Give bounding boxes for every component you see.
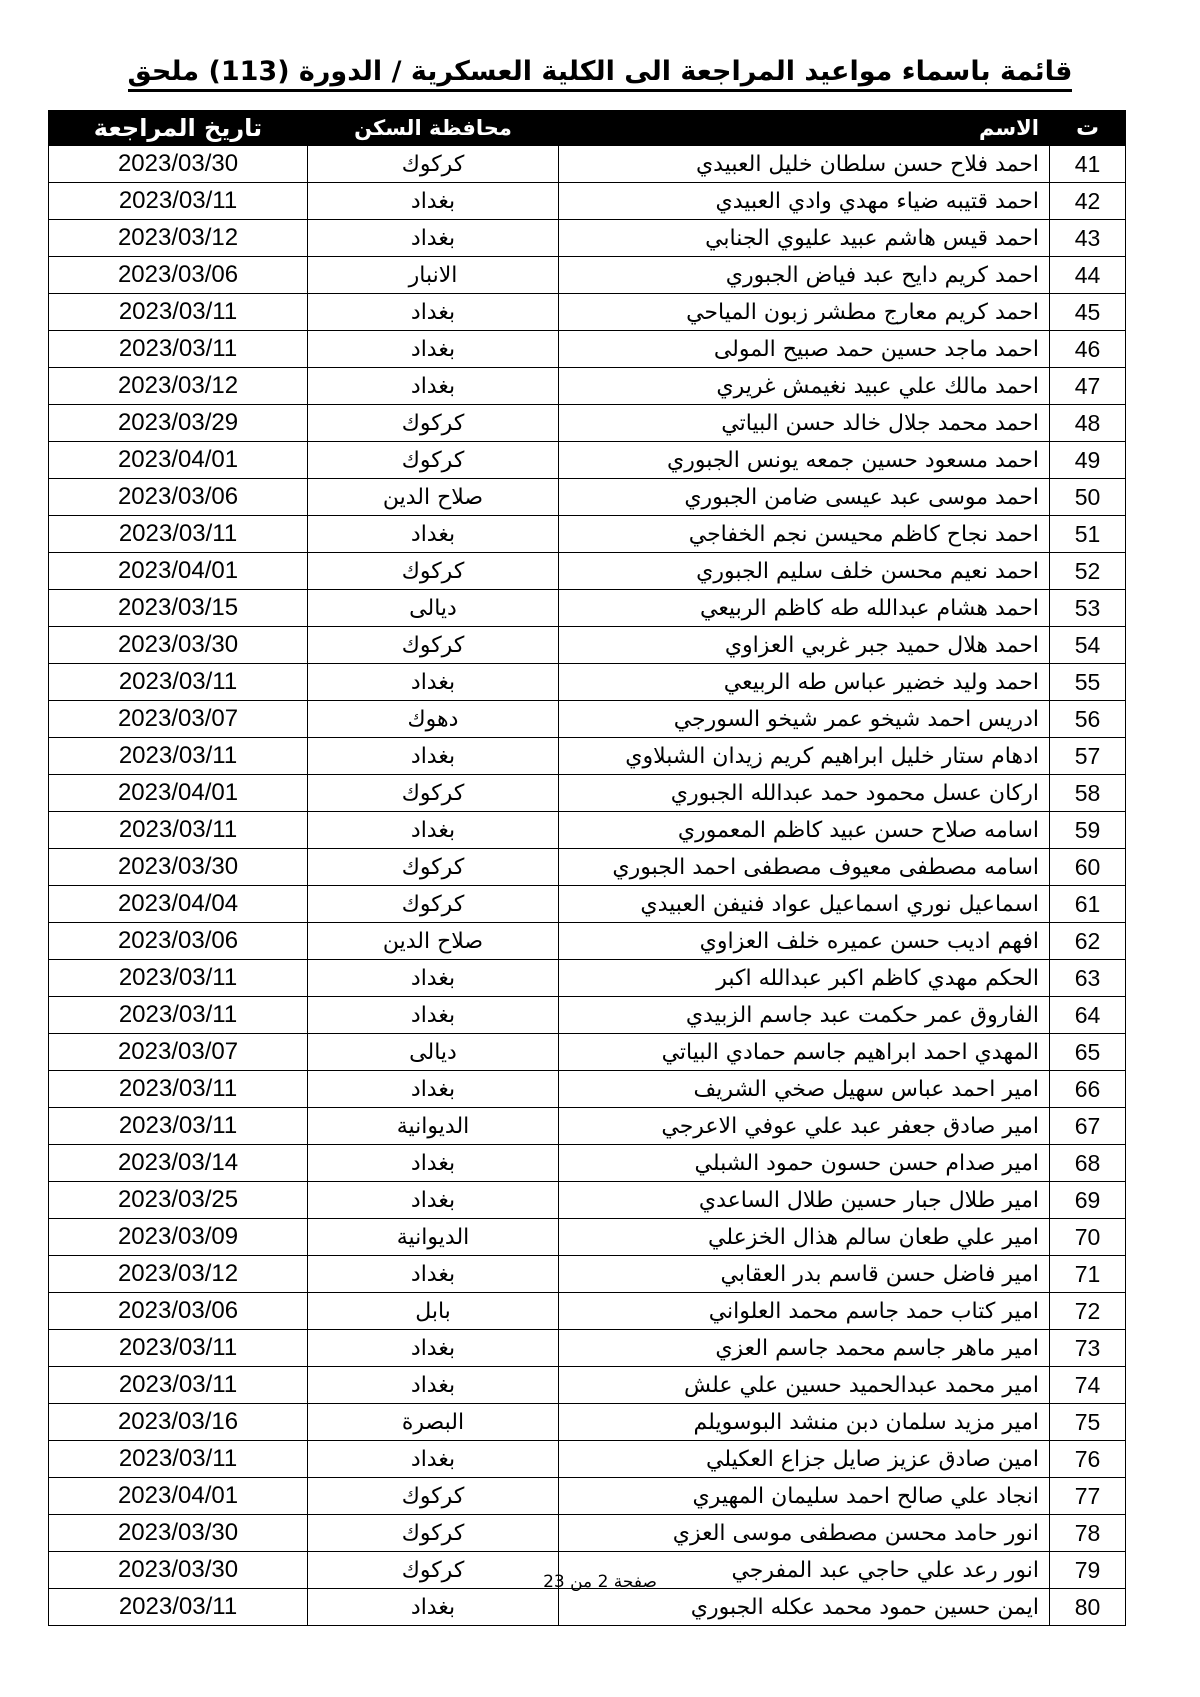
cell-date: 2023/03/30 [49, 627, 308, 664]
table-row [49, 1515, 1126, 1552]
cell-num: 67 [1050, 1108, 1126, 1145]
cell-governorate: بغداد [308, 1145, 559, 1182]
table-row [49, 146, 1126, 183]
table-row [49, 849, 1126, 886]
cell-name: اسامه صلاح حسن عبيد كاظم المعموري [559, 812, 1050, 849]
cell-governorate: بغداد [308, 664, 559, 701]
cell-num: 74 [1050, 1367, 1126, 1404]
cell-name: احمد كريم دايح عبد فياض الجبوري [559, 257, 1050, 294]
table-row [49, 1034, 1126, 1071]
cell-num: 42 [1050, 183, 1126, 220]
cell-name: احمد نجاح كاظم محيسن نجم الخفاجي [559, 516, 1050, 553]
header-name: الاسم [559, 111, 1050, 146]
header-date: تاريخ المراجعة [49, 111, 308, 146]
cell-num: 50 [1050, 479, 1126, 516]
cell-date: 2023/03/11 [49, 997, 308, 1034]
cell-governorate: الانبار [308, 257, 559, 294]
cell-num: 43 [1050, 220, 1126, 257]
table-row [49, 1478, 1126, 1515]
cell-num: 48 [1050, 405, 1126, 442]
cell-date: 2023/03/11 [49, 294, 308, 331]
cell-num: 76 [1050, 1441, 1126, 1478]
cell-name: امير كتاب حمد جاسم محمد العلواني [559, 1293, 1050, 1330]
cell-num: 72 [1050, 1293, 1126, 1330]
cell-num: 53 [1050, 590, 1126, 627]
cell-name: احمد موسى عبد عيسى ضامن الجبوري [559, 479, 1050, 516]
cell-num: 80 [1050, 1589, 1126, 1626]
cell-governorate: كركوك [308, 146, 559, 183]
cell-date: 2023/03/06 [49, 1293, 308, 1330]
cell-name: احمد فلاح حسن سلطان خليل العبيدي [559, 146, 1050, 183]
cell-date: 2023/04/01 [49, 775, 308, 812]
cell-date: 2023/03/14 [49, 1145, 308, 1182]
table-row [49, 1293, 1126, 1330]
cell-num: 60 [1050, 849, 1126, 886]
cell-governorate: بغداد [308, 1330, 559, 1367]
cell-name: انجاد علي صالح احمد سليمان المهيري [559, 1478, 1050, 1515]
cell-name: احمد ماجد حسين حمد صبيح المولى [559, 331, 1050, 368]
cell-governorate: بغداد [308, 183, 559, 220]
cell-governorate: بغداد [308, 1589, 559, 1626]
cell-name: احمد مالك علي عبيد نغيمش غريري [559, 368, 1050, 405]
cell-num: 57 [1050, 738, 1126, 775]
cell-date: 2023/03/11 [49, 331, 308, 368]
cell-governorate: دهوك [308, 701, 559, 738]
cell-name: افهم اديب حسن عميره خلف العزاوي [559, 923, 1050, 960]
table-row [49, 1071, 1126, 1108]
table-row [49, 183, 1126, 220]
cell-name: انور حامد محسن مصطفى موسى العزي [559, 1515, 1050, 1552]
cell-num: 77 [1050, 1478, 1126, 1515]
page-title-text: قائمة باسماء مواعيد المراجعة الى الكلية العسكرية / الدورة (113) ملحق [128, 56, 1073, 92]
cell-name: احمد قتيبه ضياء مهدي وادي العبيدي [559, 183, 1050, 220]
cell-name: احمد مسعود حسين جمعه يونس الجبوري [559, 442, 1050, 479]
cell-governorate: بغداد [308, 331, 559, 368]
cell-num: 64 [1050, 997, 1126, 1034]
page-title [0, 52, 1200, 92]
cell-governorate: بغداد [308, 812, 559, 849]
cell-date: 2023/03/12 [49, 368, 308, 405]
cell-name: احمد نعيم محسن خلف سليم الجبوري [559, 553, 1050, 590]
cell-governorate: بغداد [308, 1256, 559, 1293]
cell-name: اركان عسل محمود حمد عبدالله الجبوري [559, 775, 1050, 812]
cell-governorate: كركوك [308, 1552, 559, 1589]
cell-num: 70 [1050, 1219, 1126, 1256]
table-row [49, 553, 1126, 590]
cell-num: 59 [1050, 812, 1126, 849]
cell-date: 2023/03/07 [49, 701, 308, 738]
cell-date: 2023/03/30 [49, 146, 308, 183]
table-row [49, 1367, 1126, 1404]
table-row [49, 627, 1126, 664]
cell-date: 2023/03/07 [49, 1034, 308, 1071]
cell-date: 2023/03/11 [49, 1330, 308, 1367]
cell-date: 2023/03/11 [49, 1071, 308, 1108]
cell-name: امير احمد عباس سهيل صخي الشريف [559, 1071, 1050, 1108]
table-row [49, 1182, 1126, 1219]
cell-date: 2023/03/11 [49, 516, 308, 553]
cell-num: 61 [1050, 886, 1126, 923]
cell-governorate: كركوك [308, 627, 559, 664]
cell-num: 41 [1050, 146, 1126, 183]
cell-governorate: صلاح الدين [308, 479, 559, 516]
cell-name: امير صدام حسن حسون حمود الشبلي [559, 1145, 1050, 1182]
cell-num: 62 [1050, 923, 1126, 960]
cell-num: 49 [1050, 442, 1126, 479]
cell-name: ادهام ستار خليل ابراهيم كريم زيدان الشبلاوي [559, 738, 1050, 775]
cell-date: 2023/03/30 [49, 849, 308, 886]
cell-name: الحكم مهدي كاظم اكبر عبدالله اكبر [559, 960, 1050, 997]
cell-name: انور رعد علي حاجي عبد المفرجي [559, 1552, 1050, 1589]
cell-governorate: بغداد [308, 1182, 559, 1219]
table-row [49, 1219, 1126, 1256]
cell-name: احمد هشام عبدالله طه كاظم الربيعي [559, 590, 1050, 627]
cell-governorate: بغداد [308, 960, 559, 997]
cell-name: امين صادق عزيز صايل جزاع العكيلي [559, 1441, 1050, 1478]
cell-date: 2023/03/29 [49, 405, 308, 442]
table-header-row [49, 111, 1126, 146]
cell-num: 75 [1050, 1404, 1126, 1441]
cell-name: امير فاضل حسن قاسم بدر العقابي [559, 1256, 1050, 1293]
cell-num: 66 [1050, 1071, 1126, 1108]
cell-num: 54 [1050, 627, 1126, 664]
cell-name: امير طلال جبار حسين طلال الساعدي [559, 1182, 1050, 1219]
cell-name: امير ماهر جاسم محمد جاسم العزي [559, 1330, 1050, 1367]
cell-name: احمد كريم معارج مطشر زبون المياحي [559, 294, 1050, 331]
cell-date: 2023/03/11 [49, 1441, 308, 1478]
cell-date: 2023/04/01 [49, 442, 308, 479]
cell-governorate: بغداد [308, 738, 559, 775]
table-row [49, 923, 1126, 960]
cell-num: 69 [1050, 1182, 1126, 1219]
cell-date: 2023/03/11 [49, 183, 308, 220]
cell-governorate: كركوك [308, 405, 559, 442]
cell-name: امير محمد عبدالحميد حسين علي علش [559, 1367, 1050, 1404]
cell-name: احمد هلال حميد جبر غربي العزاوي [559, 627, 1050, 664]
cell-governorate: البصرة [308, 1404, 559, 1441]
table-row [49, 1108, 1126, 1145]
table-row [49, 1256, 1126, 1293]
cell-date: 2023/03/06 [49, 923, 308, 960]
cell-name: امير مزيد سلمان دبن منشد البوسويلم [559, 1404, 1050, 1441]
table-row [49, 812, 1126, 849]
cell-date: 2023/03/11 [49, 1367, 308, 1404]
cell-governorate: بابل [308, 1293, 559, 1330]
cell-governorate: ديالى [308, 1034, 559, 1071]
cell-num: 47 [1050, 368, 1126, 405]
table-row [49, 1404, 1126, 1441]
cell-num: 52 [1050, 553, 1126, 590]
cell-name: المهدي احمد ابراهيم جاسم حمادي البياتي [559, 1034, 1050, 1071]
table-row [49, 368, 1126, 405]
table-row [49, 1589, 1126, 1626]
cell-date: 2023/03/11 [49, 812, 308, 849]
table-row [49, 960, 1126, 997]
cell-name: احمد قيس هاشم عبيد عليوي الجنابي [559, 220, 1050, 257]
table-row [49, 220, 1126, 257]
cell-name: امير صادق جعفر عبد علي عوفي الاعرجي [559, 1108, 1050, 1145]
cell-date: 2023/03/30 [49, 1515, 308, 1552]
cell-date: 2023/03/11 [49, 738, 308, 775]
cell-name: الفاروق عمر حكمت عبد جاسم الزبيدي [559, 997, 1050, 1034]
table-row [49, 738, 1126, 775]
cell-governorate: الديوانية [308, 1219, 559, 1256]
table-row [49, 1330, 1126, 1367]
cell-date: 2023/03/16 [49, 1404, 308, 1441]
table-body [49, 146, 1126, 1626]
cell-date: 2023/03/09 [49, 1219, 308, 1256]
cell-governorate: كركوك [308, 1478, 559, 1515]
cell-governorate: ديالى [308, 590, 559, 627]
table-row [49, 886, 1126, 923]
cell-governorate: بغداد [308, 368, 559, 405]
cell-num: 56 [1050, 701, 1126, 738]
cell-governorate: الديوانية [308, 1108, 559, 1145]
table-row [49, 516, 1126, 553]
table-row [49, 664, 1126, 701]
header-governorate: محافظة السكن [308, 111, 559, 146]
cell-name: امير علي طعان سالم هذال الخزعلي [559, 1219, 1050, 1256]
cell-date: 2023/04/04 [49, 886, 308, 923]
table-row [49, 1145, 1126, 1182]
cell-name: احمد وليد خضير عباس طه الربيعي [559, 664, 1050, 701]
cell-num: 55 [1050, 664, 1126, 701]
cell-date: 2023/03/11 [49, 664, 308, 701]
cell-num: 71 [1050, 1256, 1126, 1293]
cell-date: 2023/03/11 [49, 960, 308, 997]
cell-governorate: كركوك [308, 775, 559, 812]
cell-num: 73 [1050, 1330, 1126, 1367]
header-num: ت [1050, 111, 1126, 146]
cell-date: 2023/04/01 [49, 553, 308, 590]
cell-num: 65 [1050, 1034, 1126, 1071]
cell-governorate: بغداد [308, 1441, 559, 1478]
cell-num: 45 [1050, 294, 1126, 331]
cell-governorate: بغداد [308, 516, 559, 553]
cell-date: 2023/03/12 [49, 220, 308, 257]
table-row [49, 294, 1126, 331]
cell-governorate: كركوك [308, 1515, 559, 1552]
cell-num: 51 [1050, 516, 1126, 553]
cell-name: اسماعيل نوري اسماعيل عواد فنيفن العبيدي [559, 886, 1050, 923]
cell-num: 44 [1050, 257, 1126, 294]
cell-name: ادريس احمد شيخو عمر شيخو السورجي [559, 701, 1050, 738]
cell-governorate: بغداد [308, 997, 559, 1034]
cell-date: 2023/03/12 [49, 1256, 308, 1293]
cell-date: 2023/04/01 [49, 1478, 308, 1515]
cell-num: 79 [1050, 1552, 1126, 1589]
cell-date: 2023/03/06 [49, 257, 308, 294]
table-row [49, 405, 1126, 442]
cell-num: 58 [1050, 775, 1126, 812]
cell-governorate: بغداد [308, 1071, 559, 1108]
table-row [49, 775, 1126, 812]
table-row [49, 997, 1126, 1034]
cell-governorate: كركوك [308, 553, 559, 590]
cell-governorate: كركوك [308, 442, 559, 479]
table-row [49, 1441, 1126, 1478]
cell-governorate: بغداد [308, 220, 559, 257]
cell-name: احمد محمد جلال خالد حسن البياتي [559, 405, 1050, 442]
table-row [49, 257, 1126, 294]
cell-num: 46 [1050, 331, 1126, 368]
table-row [49, 479, 1126, 516]
cell-date: 2023/03/11 [49, 1108, 308, 1145]
table-row [49, 331, 1126, 368]
cell-num: 68 [1050, 1145, 1126, 1182]
cell-governorate: صلاح الدين [308, 923, 559, 960]
table-row [49, 590, 1126, 627]
cell-num: 78 [1050, 1515, 1126, 1552]
cell-date: 2023/03/15 [49, 590, 308, 627]
page-footer: صفحة 2 من 23 [543, 1572, 657, 1592]
cell-num: 63 [1050, 960, 1126, 997]
cell-governorate: كركوك [308, 849, 559, 886]
cell-date: 2023/03/06 [49, 479, 308, 516]
roster-table [48, 110, 1126, 1626]
cell-governorate: بغداد [308, 294, 559, 331]
cell-name: ايمن حسين حمود محمد عكله الجبوري [559, 1589, 1050, 1626]
table-row [49, 701, 1126, 738]
cell-date: 2023/03/25 [49, 1182, 308, 1219]
cell-name: اسامه مصطفى معيوف مصطفى احمد الجبوري [559, 849, 1050, 886]
table-row [49, 442, 1126, 479]
cell-date: 2023/03/30 [49, 1552, 308, 1589]
cell-governorate: كركوك [308, 886, 559, 923]
cell-governorate: بغداد [308, 1367, 559, 1404]
cell-date: 2023/03/11 [49, 1589, 308, 1626]
